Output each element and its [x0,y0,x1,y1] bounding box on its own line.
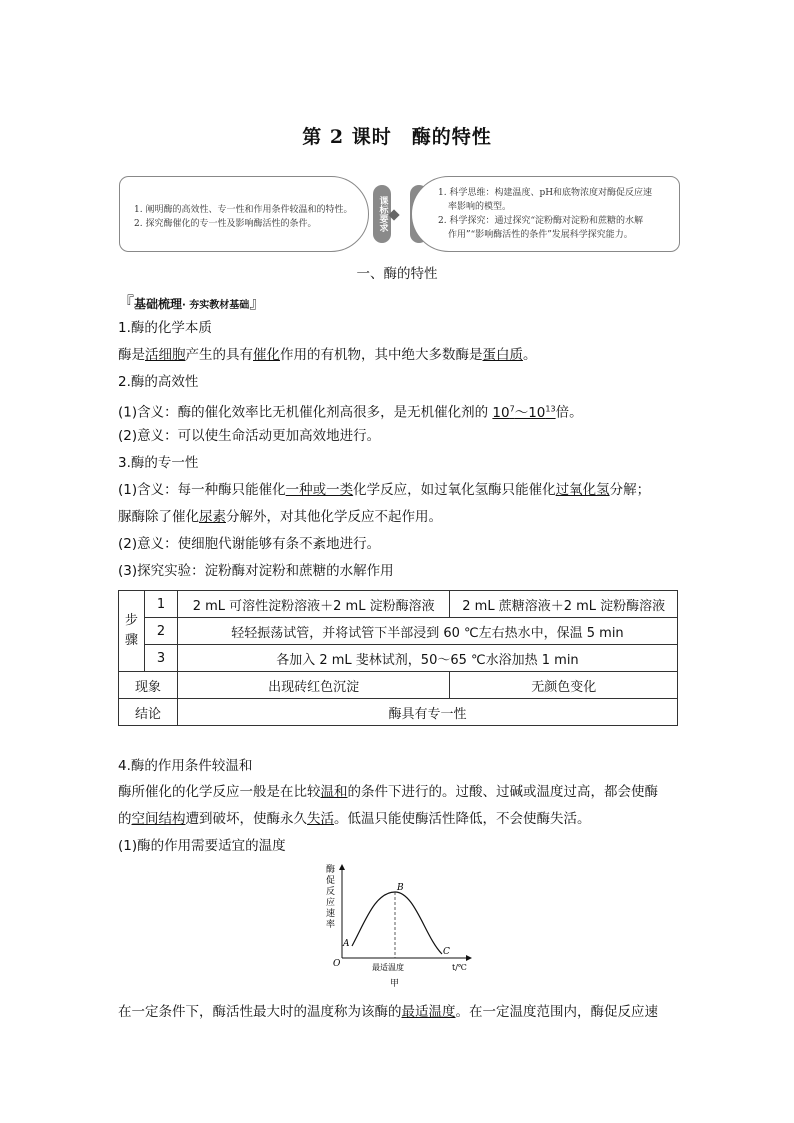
y-axis-label: 酶促反应速率 [326,865,336,930]
phenomenon-sucrose: 无颜色变化 [450,672,678,699]
experiment-table [118,590,678,726]
literacy-item-1a: 1. 科学思维：构建温度、pH和底物浓度对酶促反应速 [438,188,653,198]
heading-3: 3.酶的专一性 [118,455,199,471]
curriculum-item-2: 2. 探究酶催化的专一性及影响酶活性的条件。 [134,219,317,229]
heading-4: 4.酶的作用条件较温和 [118,758,253,774]
step-1-sucrose: 2 mL 蔗糖溶液＋2 mL 淀粉酶溶液 [450,591,678,618]
heading-2: 2.酶的高效性 [118,374,199,390]
section-heading: 一、酶的特性 [356,266,438,282]
step-2: 轻轻振荡试管，并将试管下半部浸到 60 ℃左右热水中，保温 5 min [177,618,677,645]
conclusion: 酶具有专一性 [177,699,677,726]
para-1: 酶是活细胞产生的具有催化作用的有机物，其中绝大多数酶是蛋白质。 [118,347,537,363]
x-axis-label: t/℃ [452,963,467,972]
literacy-item-2a: 2. 科学探究：通过探究“淀粉酶对淀粉和蔗糖的水解 [438,216,644,226]
para-6: (2)意义：使细胞代谢能够有条不紊地进行。 [118,536,381,552]
banner-sub: · 夯实教材基础 [182,300,250,311]
page-title: 第 2 课时 酶的特性 [302,126,492,148]
point-a-label: A [343,939,350,949]
step-num-1: 1 [144,591,177,618]
y-axis-arrow [339,864,345,870]
phenomenon-label: 现象 [119,672,178,699]
curriculum-requirements-box [119,176,369,252]
x-axis-arrow [466,955,472,961]
para-4: (1)含义：每一种酶只能催化一种或一类化学反应，如过氧化氢酶只能催化过氧化氢分解； [118,482,651,498]
temperature-rate-figure [320,862,480,992]
para-5: 脲酶除了催化尿素分解外，对其他化学反应不起作用。 [118,509,442,525]
point-c-label: C [443,947,450,957]
figure-caption: 甲 [390,979,400,989]
curriculum-item-1: 1. 阐明酶的高效性、专一性和作用条件较温和的特性。 [134,205,353,215]
requirements-panel [119,176,680,252]
step-num-3: 3 [144,645,177,672]
origin-label: O [333,959,341,969]
para-2: (1)含义：酶的催化效率比无机催化剂高很多，是无机催化剂的 $10^7\sim 10^{13}$倍。 [118,404,583,421]
para-8: 酶所催化的化学反应一般是在比较温和的条件下进行的。过酸、过碱或温度过高，都会使酶 [118,784,658,800]
conclusion-label: 结论 [119,699,178,726]
step-1-starch: 2 mL 可溶性淀粉溶液＋2 mL 淀粉酶溶液 [177,591,449,618]
literacy-item-2b: 作用”“影响酶活性的条件”发展科学探究能力。 [448,230,633,240]
banner-main: 基础梳理 [134,297,183,311]
para-3: (2)意义：可以使生命活动更加高效地进行。 [118,428,381,444]
step-label: 步骤 [119,591,145,672]
literacy-item-1b: 率影响的模型。 [448,202,512,212]
literacy-requirements-box [411,176,680,252]
para-7: (3)探究实验：淀粉酶对淀粉和蔗糖的水解作用 [118,563,394,579]
step-num-2: 2 [144,618,177,645]
para-10: (1)酶的作用需要适宜的温度 [118,838,286,854]
phenomenon-starch: 出现砖红色沉淀 [177,672,449,699]
para-11: 在一定条件下，酶活性最大时的温度称为该酶的最适温度。在一定温度范围内，酶促反应速 [118,1004,658,1020]
section-banner: 『基础梳理· 夯实教材基础』 [118,293,266,312]
point-b-label: B [397,883,404,893]
optimum-label: 最适温度 [372,963,404,972]
rate-curve [352,892,442,954]
para-9: 的空间结构遭到破坏，使酶永久失活。低温只能使酶活性降低，不会使酶失活。 [118,811,591,827]
curriculum-tag: 课标要求 [373,185,391,243]
heading-1: 1.酶的化学本质 [118,320,212,336]
step-3: 各加入 2 mL 斐林试剂，50～65 ℃水浴加热 1 min [177,645,677,672]
